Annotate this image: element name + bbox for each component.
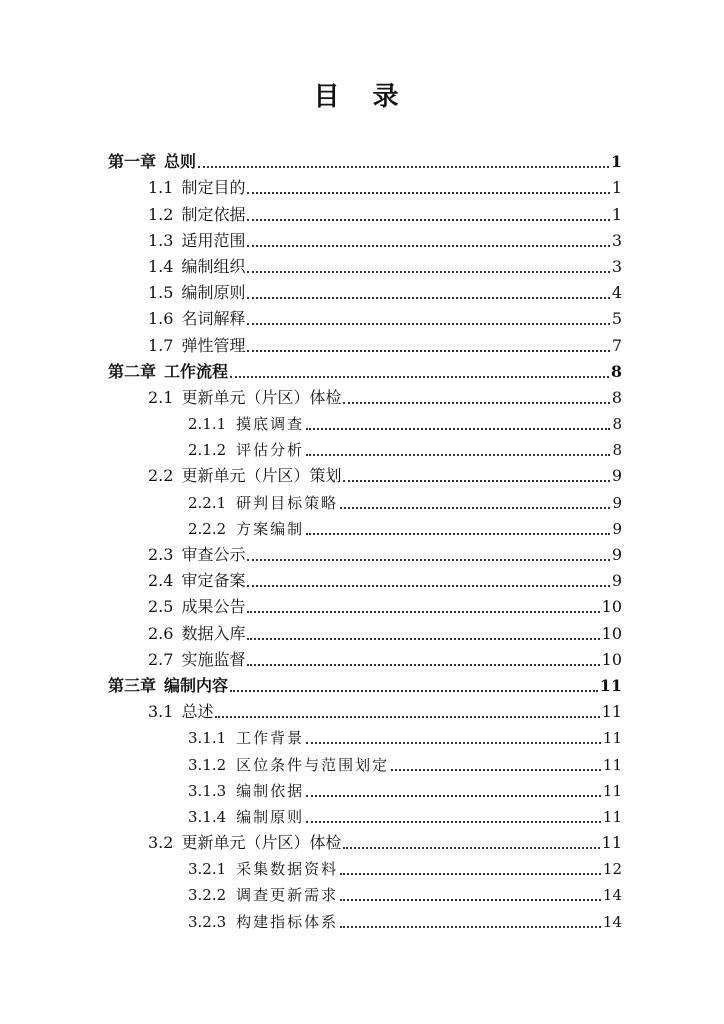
toc-entry[interactable] <box>108 513 622 539</box>
toc-entry-number: 3.1.1 <box>188 729 227 748</box>
toc-entry[interactable] <box>108 382 622 408</box>
toc-entry-label: 摸底调查 <box>236 415 305 434</box>
dot-leader <box>230 375 609 378</box>
dot-leader <box>230 689 598 692</box>
toc-entry-page: 1 <box>611 178 622 198</box>
toc-entry-page: 8 <box>610 361 622 381</box>
toc-entry-label: 工作流程 <box>164 361 229 381</box>
toc-entry-page: 10 <box>601 597 622 617</box>
toc-entry[interactable] <box>108 434 622 460</box>
toc-entry-label: 成果公告 <box>181 597 246 617</box>
toc-entry-label: 方案编制 <box>236 519 305 538</box>
toc-entry-label: 研判目标策略 <box>236 493 339 512</box>
toc-entry-number: 1.4 <box>148 256 174 276</box>
dot-leader <box>306 820 601 823</box>
toc-entry[interactable] <box>108 251 622 277</box>
toc-entry-number: 第二章 <box>108 361 157 381</box>
toc-entry-page: 11 <box>602 755 622 774</box>
toc-entry-label: 构建指标体系 <box>236 912 339 931</box>
dot-leader <box>247 322 609 325</box>
toc-entry-label: 更新单元（片区）策划 <box>181 466 342 486</box>
dot-leader <box>340 925 601 928</box>
toc-entry[interactable] <box>108 329 622 355</box>
toc-entry-label: 实施监督 <box>181 649 246 669</box>
toc-entry-page: 14 <box>602 912 622 931</box>
toc-entry[interactable] <box>108 853 622 879</box>
toc-entry-page: 11 <box>602 781 622 800</box>
toc-entry-page: 3 <box>611 256 622 276</box>
toc-entry-page: 5 <box>611 309 622 329</box>
dot-leader <box>247 349 609 352</box>
toc-entry[interactable] <box>108 303 622 329</box>
toc-entry-page: 11 <box>602 807 622 826</box>
toc-entry[interactable] <box>108 591 622 617</box>
toc-entry-label: 审查公示 <box>181 545 246 564</box>
toc-entry-page: 14 <box>602 886 622 905</box>
toc-entry-label: 编制内容 <box>164 675 229 695</box>
toc-entry-label: 调查更新需求 <box>236 886 339 905</box>
toc-entry-label: 总则 <box>164 152 197 172</box>
toc-entry-number: 2.7 <box>148 649 174 669</box>
toc-entry-number: 2.4 <box>148 571 174 591</box>
dot-leader <box>247 218 609 221</box>
toc-entry[interactable] <box>108 670 622 696</box>
toc-entry[interactable] <box>108 486 622 512</box>
toc-entry[interactable] <box>108 879 622 905</box>
dot-leader <box>340 898 601 901</box>
toc-entry[interactable] <box>108 775 622 801</box>
toc-entry-page: 8 <box>611 387 622 407</box>
dot-leader <box>306 741 601 744</box>
toc-entry-label: 弹性管理 <box>181 335 246 355</box>
dot-leader <box>306 453 610 456</box>
dot-leader <box>391 768 601 771</box>
toc-entry-page: 9 <box>611 571 622 591</box>
toc-entry-page: 9 <box>611 545 622 564</box>
toc-entry-number: 3.1.2 <box>188 755 227 774</box>
toc-entry-label: 总述 <box>181 702 214 722</box>
toc-entry-label: 制定依据 <box>181 204 246 224</box>
toc-entry-label: 审定备案 <box>181 571 246 591</box>
toc-entry-number: 2.3 <box>148 545 174 564</box>
toc-entry-label: 适用范围 <box>181 230 246 250</box>
toc-entry-page: 4 <box>611 283 622 303</box>
toc-entry-page: 11 <box>602 729 622 748</box>
toc-entry-label: 更新单元（片区）体检 <box>181 833 342 853</box>
toc-entry-page: 12 <box>602 860 622 879</box>
toc-entry-number: 2.2.2 <box>188 519 227 538</box>
toc-entry-number: 3.2.2 <box>188 886 227 905</box>
toc-entry[interactable] <box>108 565 622 591</box>
dot-leader <box>306 427 610 430</box>
toc-entry[interactable] <box>108 172 622 198</box>
toc-entry-page: 3 <box>611 230 622 250</box>
toc-entry-page: 9 <box>611 466 622 486</box>
toc-entry[interactable] <box>108 356 622 382</box>
dot-leader <box>343 401 609 404</box>
toc-entry[interactable] <box>108 696 622 722</box>
toc-entry-number: 2.6 <box>148 623 174 643</box>
toc-entry-number: 2.2.1 <box>188 493 227 512</box>
toc-entry-number: 第一章 <box>108 152 157 172</box>
toc-entry-number: 3.2 <box>148 833 174 853</box>
toc-entry-page: 11 <box>599 675 622 695</box>
toc-entry-label: 编制组织 <box>181 256 246 276</box>
dot-leader <box>247 610 599 613</box>
dot-leader <box>340 506 610 509</box>
toc-entry-label: 采集数据资料 <box>236 860 339 879</box>
toc-entry-number: 3.1.4 <box>188 807 227 826</box>
toc-entry[interactable] <box>108 539 622 565</box>
dot-leader <box>247 270 609 273</box>
toc-entry-number: 3.1 <box>148 702 174 722</box>
toc-entry[interactable] <box>108 225 622 251</box>
toc-entry[interactable] <box>108 722 622 748</box>
toc-entry[interactable] <box>108 277 622 303</box>
toc-entry-label: 评估分析 <box>236 441 305 460</box>
toc-entry-number: 3.2.3 <box>188 912 227 931</box>
table-of-contents <box>108 146 622 932</box>
toc-entry-number: 1.6 <box>148 309 174 329</box>
dot-leader <box>247 191 609 194</box>
toc-entry-label: 更新单元（片区）体检 <box>181 387 342 407</box>
toc-entry-number: 3.2.1 <box>188 860 227 879</box>
toc-entry-label: 编制原则 <box>181 283 246 303</box>
dot-leader <box>247 637 599 640</box>
dot-leader <box>306 794 601 797</box>
toc-entry-page: 1 <box>610 152 622 172</box>
toc-entry-number: 3.1.3 <box>188 781 227 800</box>
dot-leader <box>247 558 609 561</box>
toc-entry-number: 1.3 <box>148 230 174 250</box>
toc-entry-page: 7 <box>611 335 622 355</box>
toc-entry-label: 名词解释 <box>181 309 246 329</box>
toc-entry-page: 10 <box>601 649 622 669</box>
toc-entry-page: 11 <box>601 833 622 853</box>
dot-leader <box>340 872 601 875</box>
toc-entry[interactable] <box>108 748 622 774</box>
toc-entry-number: 2.1.1 <box>188 415 227 434</box>
toc-entry[interactable] <box>108 617 622 643</box>
toc-entry-label: 编制依据 <box>236 781 305 800</box>
toc-entry-number: 1.2 <box>148 204 174 224</box>
toc-entry-number: 2.1.2 <box>188 441 227 460</box>
dot-leader <box>343 846 599 849</box>
dot-leader <box>247 663 599 666</box>
toc-entry-page: 10 <box>601 623 622 643</box>
dot-leader <box>343 479 609 482</box>
toc-entry[interactable] <box>108 408 622 434</box>
dot-leader <box>247 244 609 247</box>
toc-entry-label: 工作背景 <box>236 729 305 748</box>
toc-entry-number: 2.1 <box>148 387 174 407</box>
toc-entry-number: 1.5 <box>148 283 174 303</box>
toc-entry[interactable] <box>108 801 622 827</box>
toc-entry[interactable] <box>108 827 622 853</box>
dot-leader <box>247 296 609 299</box>
toc-entry-page: 8 <box>612 415 622 434</box>
toc-entry[interactable] <box>108 644 622 670</box>
page-title: 目 录 <box>313 82 411 112</box>
toc-entry-number: 2.2 <box>148 466 174 486</box>
toc-entry-page: 8 <box>612 441 622 460</box>
toc-entry-page: 1 <box>611 204 622 224</box>
dot-leader <box>306 532 610 535</box>
toc-entry-page: 9 <box>612 519 622 538</box>
toc-entry[interactable] <box>108 198 622 224</box>
toc-entry[interactable] <box>108 905 622 931</box>
toc-entry[interactable] <box>108 146 622 172</box>
toc-entry-label: 区位条件与范围划定 <box>236 755 390 774</box>
toc-entry-number: 1.1 <box>148 178 174 198</box>
toc-entry-label: 编制原则 <box>236 807 305 826</box>
toc-entry-page: 11 <box>601 702 622 722</box>
toc-entry-label: 数据入库 <box>181 623 246 643</box>
toc-entry-page: 9 <box>612 493 622 512</box>
toc-entry[interactable] <box>108 460 622 486</box>
dot-leader <box>215 715 599 718</box>
toc-entry-number: 2.5 <box>148 597 174 617</box>
toc-entry-number: 1.7 <box>148 335 174 355</box>
dot-leader <box>247 584 609 587</box>
dot-leader <box>198 165 609 168</box>
toc-entry-number: 第三章 <box>108 675 157 695</box>
toc-entry-label: 制定目的 <box>181 178 246 198</box>
